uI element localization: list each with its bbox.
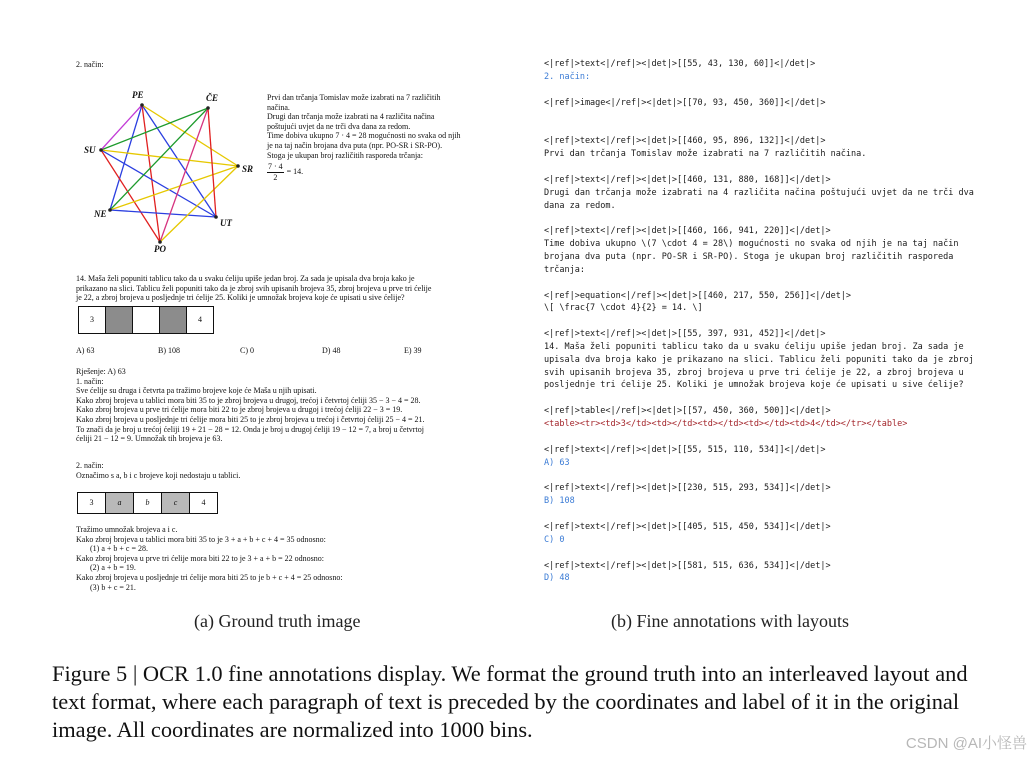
text-line: je 22, a zbroj brojeva u posljednje tri ćelije 25. Koliki je umnožak brojeva koje će upisati u sive ćelije? bbox=[76, 293, 405, 303]
table-1 bbox=[78, 306, 214, 334]
figure-caption: Figure 5 | OCR 1.0 fine annotations display. We format the ground truth into an interleaved layout and text format, where each paragraph of text is preceded by the coordinates and label of it in the original image. All coordinates are normalized into 1000 bins. bbox=[52, 661, 968, 742]
table-cell: b bbox=[134, 493, 162, 513]
solution-method-1 bbox=[76, 367, 496, 444]
table-cell bbox=[133, 307, 160, 333]
text-line: Kako zbroj brojeva u prve tri ćelije mora biti 22 to je zbroj brojeva u drugoj i trećoj ćeliji 22 − 3 = 19. bbox=[76, 405, 403, 415]
annotation-tag: <|ref|>text<|/ref|><|det|>[[460, 166, 941, 220]]<|/det|> bbox=[544, 226, 831, 237]
annotation-block bbox=[544, 560, 984, 586]
annotation-block bbox=[544, 135, 984, 161]
fraction-numerator: 7 · 4 bbox=[268, 162, 283, 172]
annotation-block bbox=[544, 58, 984, 84]
solution-method-2 bbox=[76, 461, 496, 480]
table-cell: 3 bbox=[78, 493, 106, 513]
annotation-block bbox=[544, 482, 984, 508]
fraction-denominator: 2 bbox=[273, 172, 278, 182]
annotation-body: 2. način: bbox=[544, 71, 591, 82]
text-line: prikazano na slici. Tablicu želi popuniti tako da je zbroj svih upisanih brojeva 35, zbroj brojeva u prve tri ćelije bbox=[76, 283, 432, 293]
final-derivation bbox=[76, 525, 496, 592]
annotation-block bbox=[544, 97, 984, 110]
table-cell: 4 bbox=[198, 315, 202, 324]
table-cell: 4 bbox=[201, 498, 206, 507]
option-a: A) 63 bbox=[76, 346, 95, 355]
table-cell-gray: a bbox=[106, 493, 134, 513]
text-line: Kako zbroj brojeva u tablici mora biti 35 to je zbroj brojeva u drugoj, trećoj i četvrtoj ćeliji 35 − 3 − 4 = 28. bbox=[76, 395, 421, 405]
annotation-tag: <|ref|>text<|/ref|><|det|>[[230, 515, 293, 534]]<|/det|> bbox=[544, 483, 831, 494]
diagram-edge bbox=[142, 105, 216, 217]
text-line: načina. bbox=[267, 102, 290, 112]
diagram-node bbox=[99, 148, 103, 152]
diagram-node bbox=[140, 103, 144, 107]
diagram-edge bbox=[110, 210, 216, 217]
annotation-body: <table><tr><td>3</td><td></td><td></td><td></td><td>4</td></tr></table> bbox=[544, 418, 908, 429]
text-line: (1) a + b + c = 28. bbox=[90, 544, 148, 554]
text-line: (3) b + c = 21. bbox=[90, 582, 136, 592]
annotation-body: C) 0 bbox=[544, 534, 565, 545]
text-line: 1. način: bbox=[76, 376, 104, 386]
annotation-tag: <|ref|>text<|/ref|><|det|>[[55, 43, 130, 60]]<|/det|> bbox=[544, 59, 816, 69]
option-e: E) 39 bbox=[404, 346, 422, 355]
annotation-tag: <|ref|>text<|/ref|><|det|>[[55, 397, 931, 452]]<|/det|> bbox=[544, 329, 826, 340]
annotation-body: D) 48 bbox=[544, 573, 570, 584]
table-cell: 3 bbox=[79, 307, 106, 333]
text-line: Time dobiva ukupno 7 · 4 = 28 mogućnosti no svaka od njih bbox=[267, 131, 461, 141]
text-line: Drugi dan trčanja može izabrati na 4 različita načina bbox=[267, 112, 435, 122]
table-2 bbox=[77, 492, 218, 514]
text-line: 2. način: bbox=[76, 461, 104, 470]
annotation-body: A) 63 bbox=[544, 457, 570, 468]
annotation-tag: <|ref|>image<|/ref|><|det|>[[70, 93, 450, 360]]<|/det|> bbox=[544, 97, 826, 108]
node-label-ne: NE bbox=[94, 209, 107, 219]
intro-paragraph bbox=[267, 93, 502, 182]
annotation-body: \[ \frac{7 \cdot 4}{2} = 14. \] bbox=[544, 303, 703, 314]
annotation-body: B) 108 bbox=[544, 496, 575, 507]
ground-truth-image bbox=[70, 56, 500, 604]
node-label-su: SU bbox=[84, 145, 96, 155]
node-label-sr: SR bbox=[242, 164, 254, 174]
annotation-block bbox=[544, 444, 984, 470]
table-cell-gray bbox=[160, 307, 187, 333]
text-line: poštujući uvjet da ne trči dva dana za redom. bbox=[267, 121, 411, 131]
node-label-pe: PE bbox=[132, 90, 144, 100]
running-days-diagram bbox=[70, 86, 270, 256]
text-line: (2) a + b = 19. bbox=[90, 563, 136, 573]
annotation-block bbox=[544, 174, 984, 212]
annotation-block bbox=[544, 405, 984, 431]
annotation-body: Time dobiva ukupno \(7 \cdot 4 = 28\) mogućnosti no svaka od njih je na taj način brojana dva puta (npr. PO-SR i SR-PO). Stoga je ukupan broj različitih rasporeda trčanja: bbox=[544, 239, 964, 275]
text-line: Tražimo umnožak brojeva a i c. bbox=[76, 525, 178, 534]
annotation-body: Drugi dan trčanja može izabrati na 4 različita načina poštujući uvjet da ne trči dva dana za redom. bbox=[544, 187, 979, 211]
annotation-block bbox=[544, 521, 984, 547]
text-line: Prvi dan trčanja Tomislav može izabrati na 7 različitih bbox=[267, 93, 441, 102]
diagram-node bbox=[206, 106, 210, 110]
diagram-edge bbox=[101, 108, 208, 150]
diagram-node bbox=[236, 164, 240, 168]
annotation-block bbox=[544, 290, 984, 316]
option-c: C) 0 bbox=[240, 346, 254, 355]
fine-annotations-panel bbox=[544, 58, 984, 606]
text-line: Stoga je ukupan broj različitih rasporeda trčanja: bbox=[267, 150, 423, 160]
text-line: Sve ćelije su druga i četvrta pa tražimo brojeve koje će Maša u njih upisati. bbox=[76, 386, 317, 396]
problem-14 bbox=[76, 274, 496, 303]
node-label-ut: UT bbox=[220, 218, 232, 228]
subcaption-a: (a) Ground truth image bbox=[194, 611, 361, 631]
annotation-tag: <|ref|>text<|/ref|><|det|>[[405, 515, 450, 534]]<|/det|> bbox=[544, 521, 831, 532]
text-line: To znači da je broj u trećoj ćeliji 19 + 21 − 28 = 12. Onda je broj u drugoj ćeliji 19 − 12 = 7, a broj u četvrtoj bbox=[76, 424, 424, 434]
table-cell-gray: c bbox=[162, 493, 190, 513]
text-line: 14. Maša želi popuniti tablicu tako da u svaku ćeliju upiše jedan broj. Za sada je upisala dva broja kako je bbox=[76, 274, 415, 283]
option-b: B) 108 bbox=[158, 346, 180, 355]
annotation-block bbox=[544, 225, 984, 276]
annotation-tag: <|ref|>text<|/ref|><|det|>[[460, 95, 896, 132]]<|/det|> bbox=[544, 136, 826, 147]
diagram-edge bbox=[160, 166, 238, 242]
annotation-tag: <|ref|>text<|/ref|><|det|>[[55, 515, 110, 534]]<|/det|> bbox=[544, 444, 826, 455]
subcaption-b: (b) Fine annotations with layouts bbox=[611, 611, 849, 631]
watermark: CSDN @AI小怪兽 bbox=[905, 735, 1027, 752]
text-line: je na taj način brojana dva puta (npr. PO-SR i SR-PO). bbox=[267, 140, 443, 150]
diagram-edge bbox=[101, 105, 142, 150]
annotation-block bbox=[544, 328, 984, 392]
text-line: Označimo s a, b i c brojeve koji nedostaju u tablici. bbox=[76, 470, 241, 480]
annotation-tag: <|ref|>text<|/ref|><|det|>[[460, 131, 880, 168]]<|/det|> bbox=[544, 174, 831, 185]
option-d: D) 48 bbox=[322, 346, 341, 355]
node-label-po: PO bbox=[154, 244, 166, 254]
diagram-node bbox=[108, 208, 112, 212]
annotation-body: Prvi dan trčanja Tomislav može izabrati na 7 različitih načina. bbox=[544, 149, 867, 160]
text-line: Rješenje: A) 63 bbox=[76, 367, 126, 376]
node-label-ce: ČE bbox=[206, 93, 219, 103]
method-2-heading: 2. način: bbox=[76, 60, 104, 69]
text-line: ćeliji 21 − 12 = 9. Umnožak tih brojeva je 63. bbox=[76, 434, 223, 444]
diagram-edge bbox=[160, 108, 208, 242]
diagram-node bbox=[214, 215, 218, 219]
table-cell-gray bbox=[106, 307, 133, 333]
text-line: Kako zbroj brojeva u prve tri ćelije mora biti 22 to je 3 + a + b = 22 odnosno: bbox=[76, 553, 324, 563]
annotation-body: 14. Maša želi popuniti tablicu tako da u svaku ćeliju upiše jedan broj. Za sada je upisala dva broja kako je prikazano na slici. Tablicu želi popuniti tako da je zbroj svih upisanih brojeva 35, zbroj brojeva u prve tri ćelije je 22, a zbroj brojeva u posljednje tri ćelije 25. Koliki je umnožak brojeva koje će upisati u sive ćelije? bbox=[544, 341, 979, 391]
annotation-tag: <|ref|>equation<|/ref|><|det|>[[460, 217, 550, 256]]<|/det|> bbox=[544, 290, 852, 301]
annotation-tag: <|ref|>table<|/ref|><|det|>[[57, 450, 360, 500]]<|/det|> bbox=[544, 406, 831, 417]
text-line: Kako zbroj brojeva u posljednje tri ćelije mora biti 25 to je zbroj brojeva u trećoj i četvrtoj ćeliji 25 − 4 = 21. bbox=[76, 414, 425, 424]
text-line: Kako zbroj brojeva u posljednje tri ćelije mora biti 25 to je b + c + 4 = 25 odnosno: bbox=[76, 572, 343, 582]
annotation-tag: <|ref|>text<|/ref|><|det|>[[581, 515, 636, 534]]<|/det|> bbox=[544, 560, 831, 571]
fraction-result: = 14. bbox=[286, 167, 304, 177]
text-line: Kako zbroj brojeva u tablici mora biti 35 to je 3 + a + b + c + 4 = 35 odnosno: bbox=[76, 534, 326, 544]
fraction-equation bbox=[267, 162, 502, 182]
